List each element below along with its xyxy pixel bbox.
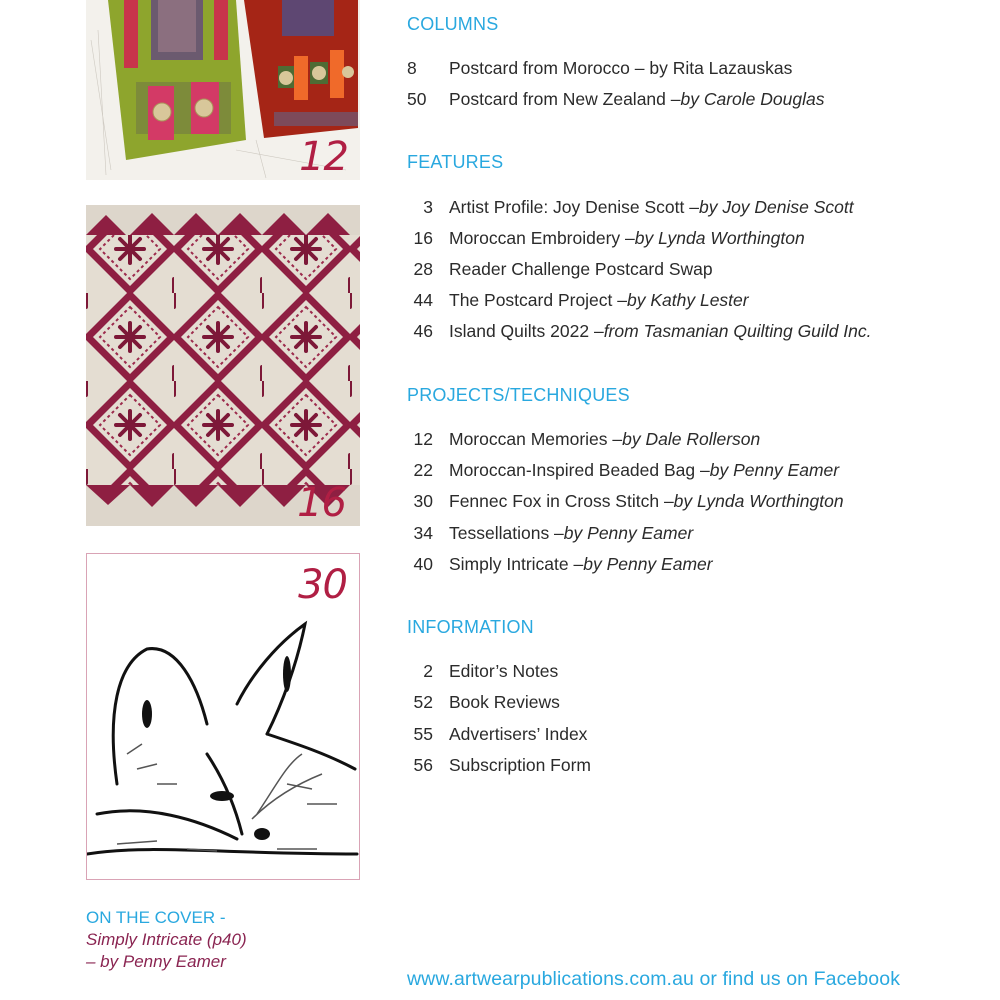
entry-page-number: 8 xyxy=(407,58,417,78)
entry-credit: by Kathy Lester xyxy=(627,290,749,310)
entry-title: Moroccan Memories – xyxy=(449,429,623,449)
toc-entry[interactable] xyxy=(407,228,805,252)
page-number-label: 12 xyxy=(299,134,348,180)
entry-page-number: 52 xyxy=(413,692,433,712)
entry-page-number: 28 xyxy=(413,259,433,279)
page-number-label: 16 xyxy=(297,480,346,526)
entry-credit: by Dale Rollerson xyxy=(622,429,761,449)
entry-credit: by Penny Eamer xyxy=(709,460,840,480)
entry-credit: by Lynda Worthington xyxy=(634,228,805,248)
toc-entry[interactable] xyxy=(407,290,749,314)
toc-entry[interactable] xyxy=(407,259,713,283)
entry-page-number: 50 xyxy=(407,89,427,109)
embroidery-photo xyxy=(86,205,360,526)
entry-title: Moroccan-Inspired Beaded Bag – xyxy=(449,460,710,480)
toc-entry[interactable] xyxy=(407,661,558,685)
entry-title: Reader Challenge Postcard Swap xyxy=(449,259,713,279)
entry-page-number: 16 xyxy=(413,228,433,248)
entry-page-number: 40 xyxy=(413,554,433,574)
entry-credit: from Tasmanian Quilting Guild Inc. xyxy=(603,321,872,341)
page-number-label: 30 xyxy=(298,562,347,608)
entry-title: Simply Intricate – xyxy=(449,554,584,574)
toc-entry[interactable] xyxy=(407,724,587,748)
entry-page-number: 2 xyxy=(423,661,433,681)
section-heading-columns: COLUMNS xyxy=(407,14,499,34)
entry-credit: by Joy Denise Scott xyxy=(698,197,854,217)
entry-page-number: 12 xyxy=(413,429,433,449)
toc-entry[interactable] xyxy=(407,89,824,113)
entry-title: Postcard from Morocco – by Rita Lazauskas xyxy=(449,58,793,78)
section-heading-information: INFORMATION xyxy=(407,617,534,637)
entry-credit: by Penny Eamer xyxy=(583,554,713,574)
toc-entry[interactable] xyxy=(407,554,713,578)
entry-title: The Postcard Project – xyxy=(449,290,627,310)
entry-page-number: 34 xyxy=(413,523,433,543)
embroidery-pattern xyxy=(86,205,360,526)
entry-page-number: 46 xyxy=(413,321,433,341)
toc-entry[interactable] xyxy=(407,197,854,221)
cover-caption-credit: – by Penny Eamer xyxy=(86,952,226,971)
entry-title: Moroccan Embroidery – xyxy=(449,228,635,248)
entry-page-number: 30 xyxy=(413,491,433,511)
entry-credit: by Penny Eamer xyxy=(563,523,694,543)
toc-entry[interactable] xyxy=(407,692,560,716)
entry-title: Postcard from New Zealand – xyxy=(449,89,681,109)
entry-title: Artist Profile: Joy Denise Scott – xyxy=(449,197,699,217)
toc-entry[interactable] xyxy=(407,58,792,82)
entry-title: Advertisers’ Index xyxy=(449,724,588,744)
entry-title: Island Quilts 2022 – xyxy=(449,321,604,341)
entry-title: Fennec Fox in Cross Stitch – xyxy=(449,491,674,511)
entry-credit: by Carole Douglas xyxy=(680,89,825,109)
entry-title: Subscription Form xyxy=(449,755,591,775)
entry-title: Tessellations – xyxy=(449,523,564,543)
entry-page-number: 22 xyxy=(413,460,433,480)
toc-entry[interactable] xyxy=(407,429,760,453)
fennec-fox-illustration xyxy=(86,553,360,880)
toc-entry[interactable] xyxy=(407,460,839,484)
section-heading-projects: PROJECTS/TECHNIQUES xyxy=(407,385,630,405)
website-link[interactable]: www.artwearpublications.com.au or find us on Facebook xyxy=(407,968,901,990)
toc-entry[interactable] xyxy=(407,321,872,345)
entry-page-number: 3 xyxy=(423,197,433,217)
toc-entry[interactable] xyxy=(407,755,591,779)
toc-entry[interactable] xyxy=(407,491,844,515)
postcards-photo xyxy=(86,0,360,180)
entry-page-number: 56 xyxy=(413,755,433,775)
entry-title: Editor’s Notes xyxy=(449,661,559,681)
cover-caption xyxy=(86,907,247,973)
entry-page-number: 44 xyxy=(413,290,433,310)
entry-title: Book Reviews xyxy=(449,692,560,712)
entry-credit: by Lynda Worthington xyxy=(673,491,844,511)
cover-caption-heading: ON THE COVER - xyxy=(86,908,226,927)
entry-page-number: 55 xyxy=(413,724,433,744)
toc-entry[interactable] xyxy=(407,523,693,547)
cover-caption-title: Simply Intricate (p40) xyxy=(86,930,247,949)
section-heading-features: FEATURES xyxy=(407,152,504,172)
